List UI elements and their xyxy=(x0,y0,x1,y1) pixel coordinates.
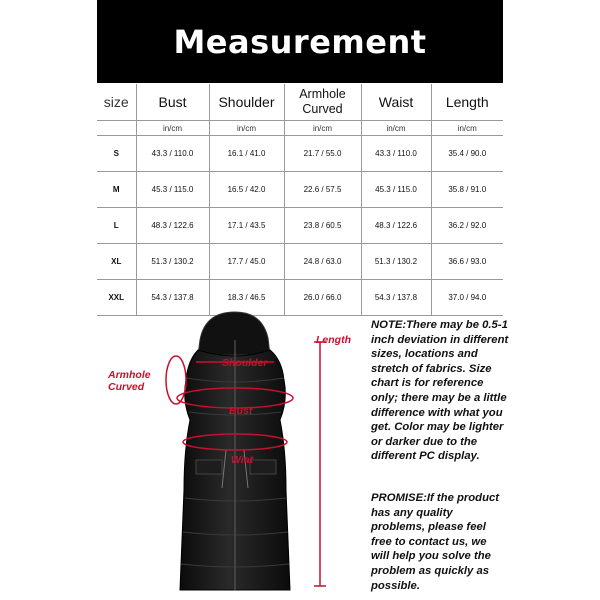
table-row xyxy=(97,208,503,244)
bust-column-header: Bust xyxy=(136,84,209,121)
note-text: NOTE:There may be 0.5-1 inch deviation in different sizes, locations and stretch of fabrics. Size chart is for reference only; there may be a little difference with what you get. Color may be lighter or darker due to the different PC display. xyxy=(371,319,509,463)
waist-column-header: Waist xyxy=(361,84,431,121)
waist-cell: 45.3 / 115.0 xyxy=(361,172,431,208)
length-cell: 37.0 / 94.0 xyxy=(431,280,503,316)
size-cell: M xyxy=(97,172,136,208)
shoulder-cell: 16.1 / 41.0 xyxy=(209,136,284,172)
armhole-cell: 22.6 / 57.5 xyxy=(284,172,361,208)
shoulder-cell: 18.3 / 46.5 xyxy=(209,280,284,316)
bust-cell: 45.3 / 115.0 xyxy=(136,172,209,208)
waist-cell: 43.3 / 110.0 xyxy=(361,136,431,172)
waist-cell: 51.3 / 130.2 xyxy=(361,244,431,280)
armhole-label: Armhole Curved xyxy=(108,369,151,393)
title-banner xyxy=(97,0,503,83)
armhole-column-header: Armhole Curved xyxy=(284,84,361,121)
waist-cell: 54.3 / 137.8 xyxy=(361,280,431,316)
page-title: Measurement xyxy=(173,22,427,61)
shoulder-label: Shoulder xyxy=(222,357,268,369)
size-chart-table xyxy=(97,84,503,316)
unit-cell: in/cm xyxy=(284,121,361,136)
length-cell: 35.4 / 90.0 xyxy=(431,136,503,172)
unit-cell: in/cm xyxy=(361,121,431,136)
bust-cell: 48.3 / 122.6 xyxy=(136,208,209,244)
shoulder-cell: 16.5 / 42.0 xyxy=(209,172,284,208)
header-row xyxy=(97,84,503,121)
size-cell: XL xyxy=(97,244,136,280)
bust-label: Bust xyxy=(229,405,253,417)
vest-diagram xyxy=(0,300,370,600)
armhole-cell: 23.8 / 60.5 xyxy=(284,208,361,244)
waist-cell: 48.3 / 122.6 xyxy=(361,208,431,244)
size-cell: S xyxy=(97,136,136,172)
size-cell: L xyxy=(97,208,136,244)
size-column-header: size xyxy=(97,84,136,121)
table-row xyxy=(97,136,503,172)
length-label: Length xyxy=(316,334,351,346)
length-column-header: Length xyxy=(431,84,503,121)
unit-cell: in/cm xyxy=(431,121,503,136)
bust-cell: 51.3 / 130.2 xyxy=(136,244,209,280)
bust-cell: 54.3 / 137.8 xyxy=(136,280,209,316)
unit-row xyxy=(97,121,503,136)
armhole-cell: 24.8 / 63.0 xyxy=(284,244,361,280)
length-cell: 36.2 / 92.0 xyxy=(431,208,503,244)
black-vest-icon xyxy=(180,312,290,590)
armhole-cell: 21.7 / 55.0 xyxy=(284,136,361,172)
armhole-cell: 26.0 / 66.0 xyxy=(284,280,361,316)
waist-label: Wiat xyxy=(231,454,254,466)
armhole-measure-curve xyxy=(166,356,186,404)
shoulder-cell: 17.7 / 45.0 xyxy=(209,244,284,280)
length-cell: 35.8 / 91.0 xyxy=(431,172,503,208)
table-row xyxy=(97,244,503,280)
shoulder-cell: 17.1 / 43.5 xyxy=(209,208,284,244)
table-row xyxy=(97,172,503,208)
bust-cell: 43.3 / 110.0 xyxy=(136,136,209,172)
unit-cell: in/cm xyxy=(209,121,284,136)
shoulder-column-header: Shoulder xyxy=(209,84,284,121)
length-cell: 36.6 / 93.0 xyxy=(431,244,503,280)
unit-cell: in/cm xyxy=(136,121,209,136)
promise-text: PROMISE:If the product has any quality problems, please feel free to contact us, we will help you solve the problem as quickly as possible. xyxy=(371,492,500,592)
size-cell: XXL xyxy=(97,280,136,316)
unit-cell-empty xyxy=(97,121,136,136)
